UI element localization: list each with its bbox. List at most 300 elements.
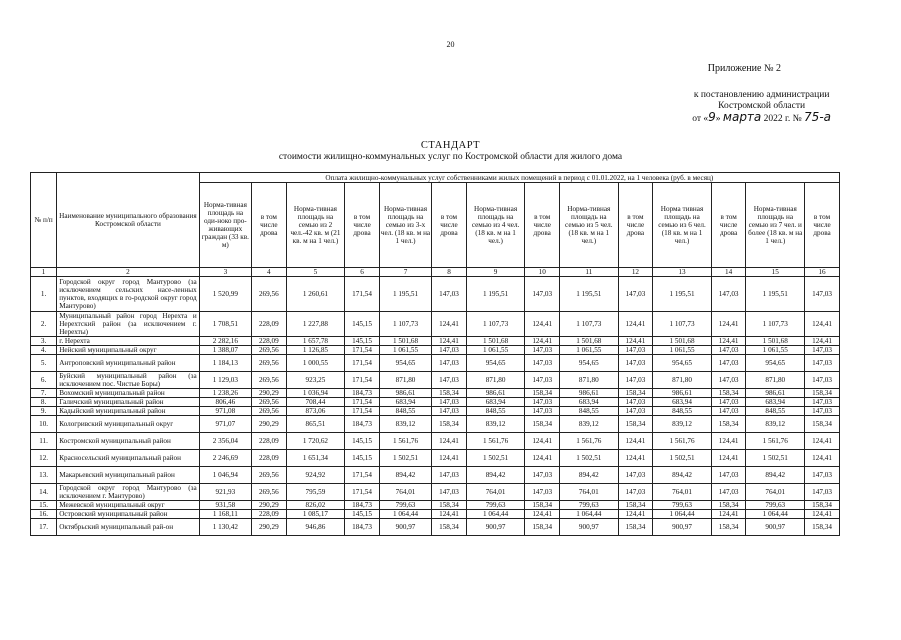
row-value-col-12: 147,03 <box>618 355 653 372</box>
row-municipality-name: Октябрьский муниципальный рай-он <box>57 519 199 536</box>
row-municipality-name: Костромской муниципальный район <box>57 433 199 450</box>
row-value-col-3: 806,46 <box>199 398 251 407</box>
row-value-col-8: 124,41 <box>432 312 467 337</box>
row-value-col-7: 871,80 <box>379 372 431 389</box>
row-value-col-8: 147,03 <box>432 398 467 407</box>
row-value-col-15: 1 107,73 <box>746 312 805 337</box>
order-mid-1: » <box>715 114 723 124</box>
column-number-12: 12 <box>618 268 653 277</box>
page-number: 20 <box>446 40 455 49</box>
row-value-col-9: 1 064,44 <box>466 510 525 519</box>
row-value-col-13: 1 501,68 <box>653 337 712 346</box>
row-value-col-10: 147,03 <box>525 355 560 372</box>
row-value-col-11: 1 107,73 <box>559 312 618 337</box>
header-number: № п/п <box>31 173 57 268</box>
row-value-col-16: 147,03 <box>805 398 840 407</box>
subheader-8: в том числе дрова <box>432 183 467 268</box>
row-value-col-13: 1 502,51 <box>653 450 712 467</box>
row-value-col-13: 839,12 <box>653 416 712 433</box>
row-value-col-13: 683,94 <box>653 398 712 407</box>
row-value-col-9: 848,55 <box>466 407 525 416</box>
standard-table <box>30 172 840 536</box>
row-value-col-11: 894,42 <box>559 467 618 484</box>
row-value-col-4: 228,09 <box>252 510 287 519</box>
column-number-4: 4 <box>252 268 287 277</box>
row-value-col-3: 971,08 <box>199 407 251 416</box>
row-value-col-13: 894,42 <box>653 467 712 484</box>
row-value-col-4: 269,56 <box>252 346 287 355</box>
row-value-col-11: 986,61 <box>559 389 618 398</box>
subheader-16: в том числе дрова <box>805 183 840 268</box>
row-value-col-10: 147,03 <box>525 467 560 484</box>
row-value-col-4: 269,56 <box>252 398 287 407</box>
table-row <box>31 467 840 484</box>
row-value-col-15: 848,55 <box>746 407 805 416</box>
row-value-col-4: 228,09 <box>252 433 287 450</box>
row-value-col-9: 1 061,55 <box>466 346 525 355</box>
subheader-14: в том числе дрова <box>711 183 746 268</box>
order-day: 9 <box>708 110 716 124</box>
row-value-col-14: 158,34 <box>711 519 746 536</box>
row-value-col-16: 147,03 <box>805 372 840 389</box>
row-value-col-10: 147,03 <box>525 372 560 389</box>
row-value-col-14: 124,41 <box>711 337 746 346</box>
header-name: Наименование муниципального образования Костромской области <box>57 173 199 268</box>
row-value-col-7: 986,61 <box>379 389 431 398</box>
subheader-7: Норма-тивная площадь на семью из 3-х чел. (18 кв. м на 1 чел.) <box>379 183 431 268</box>
row-number: 16. <box>31 510 57 519</box>
row-value-col-5: 1 657,78 <box>286 337 345 346</box>
row-value-col-3: 1 129,03 <box>199 372 251 389</box>
row-municipality-name: Антроповский муниципальный район <box>57 355 199 372</box>
row-value-col-7: 1 064,44 <box>379 510 431 519</box>
row-value-col-6: 171,54 <box>345 484 380 501</box>
approval-line-1: к постановлению администрации <box>693 90 830 100</box>
table-row <box>31 501 840 510</box>
row-value-col-15: 900,97 <box>746 519 805 536</box>
row-value-col-14: 124,41 <box>711 433 746 450</box>
row-value-col-12: 124,41 <box>618 337 653 346</box>
row-value-col-5: 795,59 <box>286 484 345 501</box>
row-value-col-12: 147,03 <box>618 407 653 416</box>
row-value-col-13: 1 107,73 <box>653 312 712 337</box>
row-value-col-5: 708,44 <box>286 398 345 407</box>
row-value-col-8: 158,34 <box>432 389 467 398</box>
row-value-col-7: 900,97 <box>379 519 431 536</box>
row-value-col-10: 147,03 <box>525 407 560 416</box>
row-value-col-8: 158,34 <box>432 416 467 433</box>
row-value-col-10: 124,41 <box>525 450 560 467</box>
row-value-col-10: 158,34 <box>525 501 560 510</box>
row-value-col-4: 290,29 <box>252 389 287 398</box>
row-number: 8. <box>31 398 57 407</box>
row-value-col-5: 1 651,34 <box>286 450 345 467</box>
row-value-col-15: 954,65 <box>746 355 805 372</box>
row-value-col-12: 147,03 <box>618 484 653 501</box>
row-value-col-12: 147,03 <box>618 398 653 407</box>
row-value-col-10: 124,41 <box>525 433 560 450</box>
row-municipality-name: Макарьевский муниципальный район <box>57 467 199 484</box>
row-value-col-13: 1 195,51 <box>653 277 712 312</box>
table-body <box>31 277 840 536</box>
appendix-label: Приложение № 2 <box>707 63 781 74</box>
column-number-1: 1 <box>31 268 57 277</box>
row-value-col-14: 124,41 <box>711 312 746 337</box>
row-value-col-16: 158,34 <box>805 501 840 510</box>
row-value-col-12: 158,34 <box>618 389 653 398</box>
row-number: 4. <box>31 346 57 355</box>
row-value-col-12: 124,41 <box>618 433 653 450</box>
row-value-col-15: 1 061,55 <box>746 346 805 355</box>
row-value-col-8: 124,41 <box>432 450 467 467</box>
row-value-col-16: 124,41 <box>805 510 840 519</box>
row-value-col-7: 839,12 <box>379 416 431 433</box>
row-value-col-3: 1 168,11 <box>199 510 251 519</box>
table-row <box>31 312 840 337</box>
row-value-col-5: 865,51 <box>286 416 345 433</box>
row-municipality-name: Островский муниципальный район <box>57 510 199 519</box>
row-municipality-name: Городской округ город Мантурово (за исключением сельских насе-ленных пунктов, входящих в го-родской округ город Мантурово) <box>57 277 199 312</box>
row-municipality-name: Вохомский муниципальный район <box>57 389 199 398</box>
row-value-col-11: 871,80 <box>559 372 618 389</box>
table-row <box>31 398 840 407</box>
row-municipality-name: Кадыйский муниципальный район <box>57 407 199 416</box>
row-value-col-12: 147,03 <box>618 277 653 312</box>
row-value-col-10: 147,03 <box>525 398 560 407</box>
row-value-col-4: 290,29 <box>252 416 287 433</box>
row-value-col-6: 145,15 <box>345 312 380 337</box>
row-value-col-14: 147,03 <box>711 467 746 484</box>
row-value-col-12: 124,41 <box>618 510 653 519</box>
row-value-col-16: 147,03 <box>805 355 840 372</box>
row-value-col-15: 1 064,44 <box>746 510 805 519</box>
row-value-col-8: 147,03 <box>432 407 467 416</box>
row-municipality-name: Галичский муниципальный район <box>57 398 199 407</box>
row-value-col-13: 1 064,44 <box>653 510 712 519</box>
row-number: 1. <box>31 277 57 312</box>
row-value-col-14: 147,03 <box>711 372 746 389</box>
row-value-col-9: 871,80 <box>466 372 525 389</box>
row-value-col-16: 158,34 <box>805 389 840 398</box>
row-value-col-10: 147,03 <box>525 346 560 355</box>
row-number: 14. <box>31 484 57 501</box>
subheader-9: Норма-тивная площадь на семью из 4 чел. (18 кв. м на 1 чел.) <box>466 183 525 268</box>
row-value-col-8: 147,03 <box>432 372 467 389</box>
row-value-col-13: 871,80 <box>653 372 712 389</box>
column-number-10: 10 <box>525 268 560 277</box>
approval-block <box>692 90 831 125</box>
header-group: Оплата жилищно-коммунальных услуг собственниками жилых помещений в период с 01.01.2022, на 1 человека (руб. в месяц) <box>199 173 839 183</box>
row-value-col-13: 799,63 <box>653 501 712 510</box>
row-value-col-16: 147,03 <box>805 277 840 312</box>
column-numbers-row <box>31 268 840 277</box>
row-value-col-8: 147,03 <box>432 484 467 501</box>
row-value-col-9: 986,61 <box>466 389 525 398</box>
row-value-col-14: 124,41 <box>711 510 746 519</box>
column-number-13: 13 <box>653 268 712 277</box>
row-value-col-5: 923,25 <box>286 372 345 389</box>
row-value-col-11: 848,55 <box>559 407 618 416</box>
row-value-col-10: 147,03 <box>525 277 560 312</box>
row-value-col-5: 924,92 <box>286 467 345 484</box>
row-value-col-16: 124,41 <box>805 450 840 467</box>
row-value-col-9: 900,97 <box>466 519 525 536</box>
row-value-col-5: 1 260,61 <box>286 277 345 312</box>
row-number: 7. <box>31 389 57 398</box>
row-value-col-11: 1 561,76 <box>559 433 618 450</box>
row-value-col-7: 799,63 <box>379 501 431 510</box>
row-municipality-name: Кологривский муниципальный округ <box>57 416 199 433</box>
table-row <box>31 277 840 312</box>
row-number: 3. <box>31 337 57 346</box>
row-value-col-10: 124,41 <box>525 510 560 519</box>
column-number-6: 6 <box>345 268 380 277</box>
row-value-col-6: 145,15 <box>345 337 380 346</box>
row-value-col-4: 228,09 <box>252 337 287 346</box>
row-value-col-11: 683,94 <box>559 398 618 407</box>
row-value-col-14: 158,34 <box>711 416 746 433</box>
row-number: 6. <box>31 372 57 389</box>
row-value-col-10: 158,34 <box>525 416 560 433</box>
row-value-col-7: 1 561,76 <box>379 433 431 450</box>
column-number-11: 11 <box>559 268 618 277</box>
row-value-col-3: 931,58 <box>199 501 251 510</box>
row-value-col-9: 764,01 <box>466 484 525 501</box>
row-value-col-9: 1 502,51 <box>466 450 525 467</box>
row-value-col-3: 1 388,07 <box>199 346 251 355</box>
row-value-col-9: 894,42 <box>466 467 525 484</box>
row-municipality-name: Муниципальный район город Нерехта и Нерехтский район (за исключением г. Нерехты) <box>57 312 199 337</box>
row-value-col-9: 683,94 <box>466 398 525 407</box>
row-value-col-3: 1 130,42 <box>199 519 251 536</box>
row-value-col-5: 1 227,88 <box>286 312 345 337</box>
row-value-col-7: 764,01 <box>379 484 431 501</box>
table-row <box>31 484 840 501</box>
row-value-col-11: 839,12 <box>559 416 618 433</box>
row-value-col-7: 1 195,51 <box>379 277 431 312</box>
column-number-8: 8 <box>432 268 467 277</box>
row-value-col-11: 954,65 <box>559 355 618 372</box>
row-municipality-name: Нейский муниципальный округ <box>57 346 199 355</box>
row-value-col-14: 124,41 <box>711 450 746 467</box>
row-value-col-6: 184,73 <box>345 416 380 433</box>
column-number-16: 16 <box>805 268 840 277</box>
table-row <box>31 450 840 467</box>
row-value-col-16: 147,03 <box>805 346 840 355</box>
table-row <box>31 407 840 416</box>
row-value-col-13: 986,61 <box>653 389 712 398</box>
row-value-col-15: 1 195,51 <box>746 277 805 312</box>
row-value-col-13: 900,97 <box>653 519 712 536</box>
row-number: 12. <box>31 450 57 467</box>
row-value-col-11: 1 061,55 <box>559 346 618 355</box>
row-value-col-13: 954,65 <box>653 355 712 372</box>
row-value-col-16: 158,34 <box>805 416 840 433</box>
document-subtitle: стоимости жилищно-коммунальных услуг по Костромской области для жилого дома <box>278 152 623 162</box>
row-value-col-15: 1 501,68 <box>746 337 805 346</box>
row-number: 2. <box>31 312 57 337</box>
row-value-col-9: 799,63 <box>466 501 525 510</box>
row-value-col-10: 147,03 <box>525 484 560 501</box>
order-mid-2: 2022 г. № <box>761 114 805 124</box>
row-value-col-7: 1 061,55 <box>379 346 431 355</box>
row-value-col-14: 147,03 <box>711 346 746 355</box>
row-value-col-7: 1 502,51 <box>379 450 431 467</box>
row-value-col-10: 124,41 <box>525 312 560 337</box>
row-value-col-3: 1 238,26 <box>199 389 251 398</box>
table-row <box>31 389 840 398</box>
row-municipality-name: Буйский муниципальный район (за исключением пос. Чистые Боры) <box>57 372 199 389</box>
column-number-9: 9 <box>466 268 525 277</box>
row-value-col-13: 1 561,76 <box>653 433 712 450</box>
row-value-col-8: 147,03 <box>432 346 467 355</box>
row-value-col-12: 147,03 <box>618 346 653 355</box>
table-row <box>31 510 840 519</box>
row-value-col-10: 158,34 <box>525 389 560 398</box>
row-value-col-16: 124,41 <box>805 312 840 337</box>
table-row <box>31 372 840 389</box>
row-value-col-8: 147,03 <box>432 355 467 372</box>
subheader-5: Норма-тивная площадь на семью из 2 чел.-42 кв. м (21 кв. м на 1 чел.) <box>286 183 345 268</box>
row-value-col-11: 1 502,51 <box>559 450 618 467</box>
row-value-col-3: 2 246,69 <box>199 450 251 467</box>
header-row-group <box>31 173 840 183</box>
column-number-2: 2 <box>57 268 199 277</box>
row-value-col-4: 269,56 <box>252 372 287 389</box>
order-month: марта <box>722 110 762 124</box>
document-title: СТАНДАРТ <box>420 140 481 151</box>
table-row <box>31 355 840 372</box>
row-value-col-13: 764,01 <box>653 484 712 501</box>
row-value-col-6: 171,54 <box>345 398 380 407</box>
row-value-col-15: 871,80 <box>746 372 805 389</box>
row-number: 5. <box>31 355 57 372</box>
row-value-col-14: 158,34 <box>711 389 746 398</box>
row-value-col-5: 826,02 <box>286 501 345 510</box>
row-value-col-8: 147,03 <box>432 277 467 312</box>
row-value-col-7: 894,42 <box>379 467 431 484</box>
order-number: 75-а <box>804 110 831 124</box>
row-value-col-12: 158,34 <box>618 416 653 433</box>
row-value-col-6: 171,54 <box>345 346 380 355</box>
row-number: 10. <box>31 416 57 433</box>
row-value-col-15: 764,01 <box>746 484 805 501</box>
row-value-col-3: 921,93 <box>199 484 251 501</box>
row-value-col-6: 145,15 <box>345 433 380 450</box>
table-row <box>31 337 840 346</box>
row-value-col-9: 1 107,73 <box>466 312 525 337</box>
row-value-col-4: 228,09 <box>252 450 287 467</box>
row-value-col-4: 269,56 <box>252 355 287 372</box>
row-number: 9. <box>31 407 57 416</box>
row-value-col-10: 124,41 <box>525 337 560 346</box>
row-value-col-8: 158,34 <box>432 519 467 536</box>
row-value-col-3: 971,07 <box>199 416 251 433</box>
row-value-col-11: 1 195,51 <box>559 277 618 312</box>
row-value-col-6: 171,54 <box>345 407 380 416</box>
subheader-13: Норма тивная площадь на семью из 6 чел. (18 кв. м на 1 чел.) <box>653 183 712 268</box>
row-value-col-5: 946,86 <box>286 519 345 536</box>
column-number-3: 3 <box>199 268 251 277</box>
row-value-col-9: 839,12 <box>466 416 525 433</box>
row-value-col-6: 145,15 <box>345 450 380 467</box>
row-value-col-6: 171,54 <box>345 277 380 312</box>
subheader-3: Норма-тивная площадь на оди-ноко про-живающих граждан (33 кв. м) <box>199 183 251 268</box>
row-value-col-8: 124,41 <box>432 433 467 450</box>
row-value-col-9: 1 561,76 <box>466 433 525 450</box>
row-municipality-name: Красносельский муниципальный район <box>57 450 199 467</box>
row-value-col-6: 171,54 <box>345 355 380 372</box>
row-value-col-5: 1 036,94 <box>286 389 345 398</box>
row-value-col-6: 145,15 <box>345 510 380 519</box>
row-value-col-14: 147,03 <box>711 484 746 501</box>
row-value-col-5: 1 085,17 <box>286 510 345 519</box>
row-value-col-3: 1 184,13 <box>199 355 251 372</box>
row-value-col-7: 683,94 <box>379 398 431 407</box>
row-value-col-6: 171,54 <box>345 372 380 389</box>
row-value-col-6: 184,73 <box>345 389 380 398</box>
row-value-col-12: 158,34 <box>618 501 653 510</box>
row-value-col-16: 158,34 <box>805 519 840 536</box>
row-value-col-3: 2 282,16 <box>199 337 251 346</box>
row-value-col-4: 269,56 <box>252 277 287 312</box>
row-value-col-15: 894,42 <box>746 467 805 484</box>
subheader-10: в том числе дрова <box>525 183 560 268</box>
row-value-col-14: 147,03 <box>711 398 746 407</box>
row-number: 17. <box>31 519 57 536</box>
row-number: 11. <box>31 433 57 450</box>
row-value-col-5: 1 000,55 <box>286 355 345 372</box>
row-value-col-3: 1 520,99 <box>199 277 251 312</box>
row-value-col-11: 764,01 <box>559 484 618 501</box>
row-value-col-7: 848,55 <box>379 407 431 416</box>
row-value-col-12: 158,34 <box>618 519 653 536</box>
row-value-col-8: 147,03 <box>432 467 467 484</box>
table-row <box>31 346 840 355</box>
table-row <box>31 519 840 536</box>
row-municipality-name: г. Нерехта <box>57 337 199 346</box>
order-prefix: от « <box>692 114 709 124</box>
subheader-11: Норма-тивная площадь на семью из 5 чел. (18 кв. м на 1 чел.) <box>559 183 618 268</box>
row-value-col-4: 269,56 <box>252 407 287 416</box>
subheader-6: в том числе дрова <box>345 183 380 268</box>
row-value-col-6: 171,54 <box>345 467 380 484</box>
row-value-col-11: 1 501,68 <box>559 337 618 346</box>
row-value-col-16: 124,41 <box>805 337 840 346</box>
column-number-5: 5 <box>286 268 345 277</box>
row-value-col-7: 1 501,68 <box>379 337 431 346</box>
row-value-col-9: 1 195,51 <box>466 277 525 312</box>
row-value-col-5: 1 720,62 <box>286 433 345 450</box>
row-value-col-5: 873,06 <box>286 407 345 416</box>
row-value-col-4: 269,56 <box>252 484 287 501</box>
row-value-col-13: 848,55 <box>653 407 712 416</box>
row-value-col-3: 1 046,94 <box>199 467 251 484</box>
row-value-col-13: 1 061,55 <box>653 346 712 355</box>
row-value-col-12: 124,41 <box>618 450 653 467</box>
row-value-col-10: 158,34 <box>525 519 560 536</box>
row-value-col-15: 839,12 <box>746 416 805 433</box>
row-value-col-15: 1 502,51 <box>746 450 805 467</box>
row-value-col-5: 1 126,85 <box>286 346 345 355</box>
subheader-4: в том числе дрова <box>252 183 287 268</box>
row-number: 13. <box>31 467 57 484</box>
row-value-col-4: 228,09 <box>252 312 287 337</box>
row-value-col-7: 954,65 <box>379 355 431 372</box>
row-value-col-15: 799,63 <box>746 501 805 510</box>
table-head <box>31 173 840 277</box>
row-value-col-9: 1 501,68 <box>466 337 525 346</box>
